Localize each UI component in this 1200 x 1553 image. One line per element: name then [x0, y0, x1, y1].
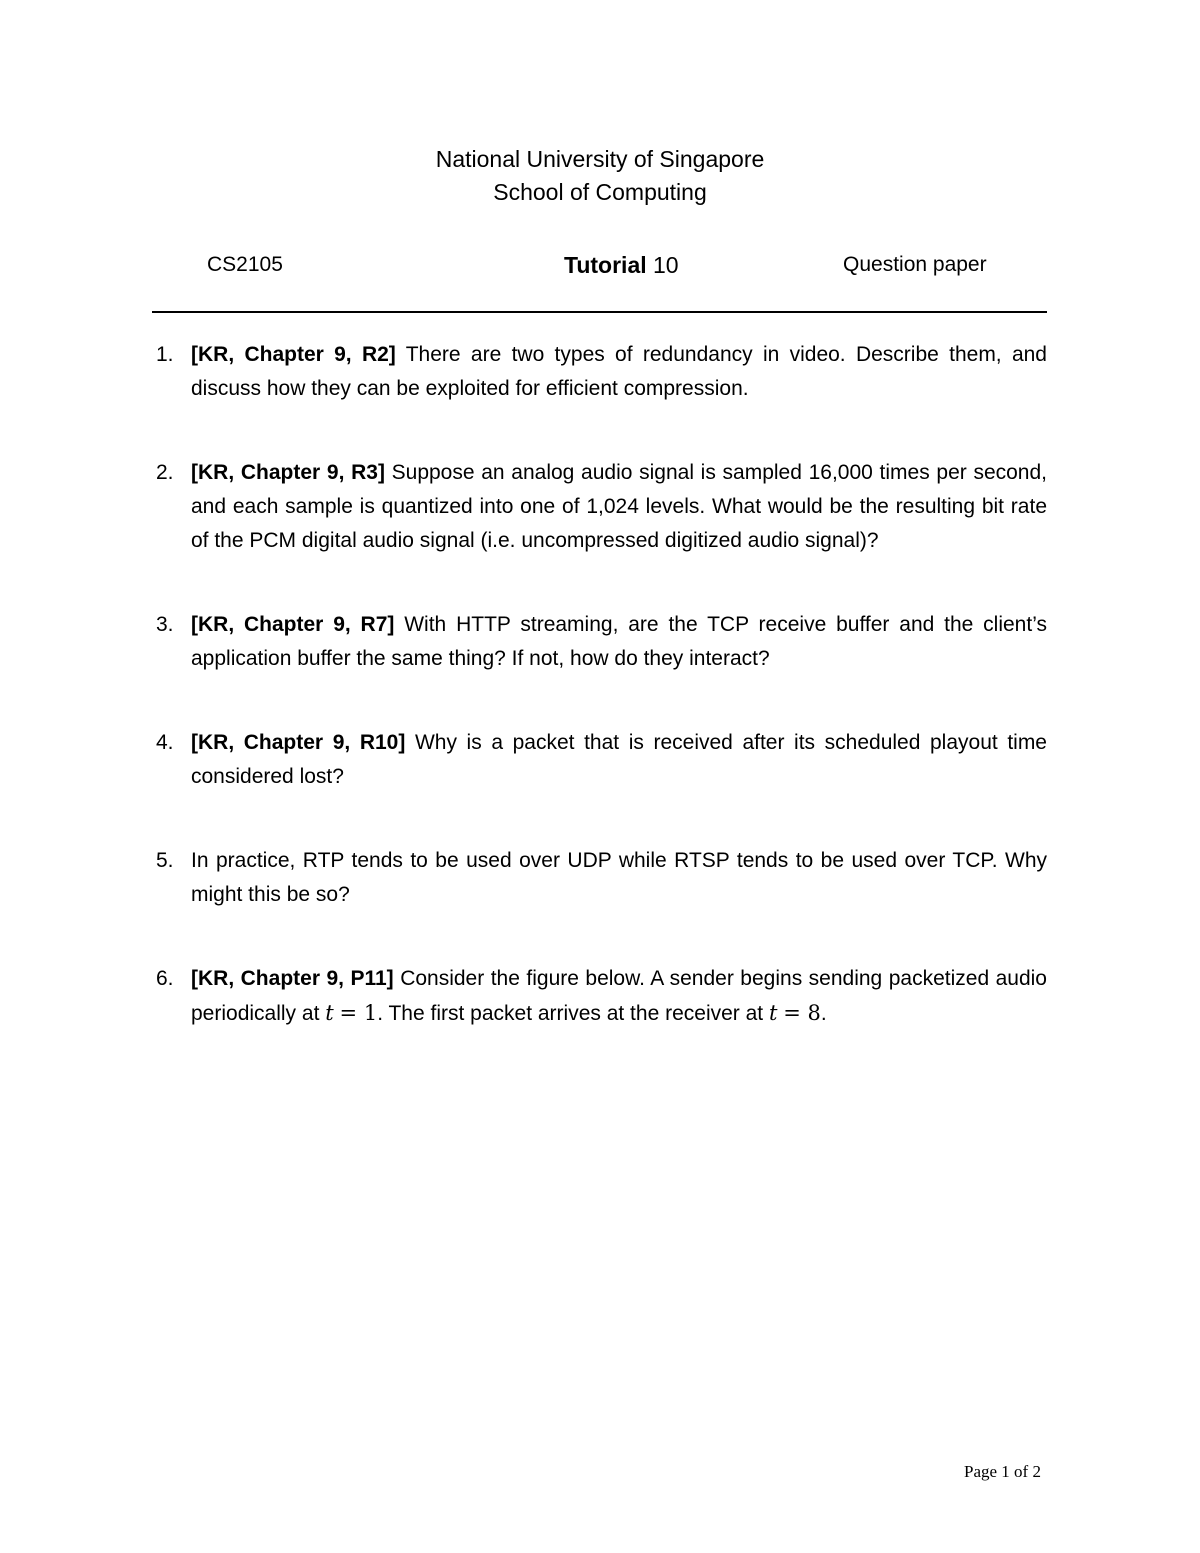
question-reference: [KR, Chapter 9, R7] — [191, 613, 395, 636]
university-name: National University of Singapore — [435, 146, 765, 172]
tutorial-title — [564, 250, 679, 280]
math-equation: = 1 — [339, 1001, 378, 1025]
question-text: . — [820, 1002, 827, 1025]
question-number: 3. — [156, 613, 174, 636]
question-number: 6. — [156, 967, 174, 990]
question-item — [152, 608, 1047, 676]
question-number: 5. — [156, 849, 174, 872]
document-meta-row — [0, 250, 1200, 284]
question-text: Suppose an analog audio signal is sampled 16,000 times per second, and each sample is quantized into one of 1,024 levels. What would be the resulting bit rate of the PCM digital audio signal (i.e. uncompressed digitized audio signal)? — [191, 461, 1047, 552]
tutorial-number: 10 — [653, 252, 679, 278]
header-divider — [152, 311, 1047, 313]
question-text: With HTTP streaming, are the TCP receive buffer and the client’s application buffer the same thing? If not, how do they interact? — [191, 613, 1047, 670]
question-text: Why is a packet that is received after its scheduled playout time considered lost? — [191, 731, 1047, 788]
paper-type: Question paper — [843, 253, 987, 276]
math-variable: t — [768, 1001, 778, 1025]
question-text: There are two types of redundancy in video. Describe them, and discuss how they can be exploited for efficient compression. — [191, 343, 1047, 400]
question-item — [152, 456, 1047, 558]
tutorial-word: Tutorial — [564, 252, 647, 278]
question-text: In practice, RTP tends to be used over UDP while RTSP tends to be used over TCP. Why might this be so? — [191, 849, 1047, 906]
question-list — [152, 338, 1047, 1031]
question-item — [152, 338, 1047, 406]
question-number: 2. — [156, 461, 174, 484]
course-code: CS2105 — [207, 253, 283, 276]
math-equation: = 8 — [783, 1001, 821, 1025]
question-number: 4. — [156, 731, 174, 754]
school-name: School of Computing — [493, 179, 707, 205]
question-number: 1. — [156, 343, 174, 366]
page-number: Page 1 of 2 — [964, 1462, 1041, 1481]
question-item — [152, 726, 1047, 794]
math-variable: t — [325, 1001, 334, 1025]
question-reference: [KR, Chapter 9, R10] — [191, 731, 406, 754]
question-item — [152, 962, 1047, 1031]
question-reference: [KR, Chapter 9, R3] — [191, 461, 385, 484]
question-text: Consider the figure below. A sender begins sending packetized audio periodically at — [191, 967, 1047, 1025]
question-reference: [KR, Chapter 9, P11] — [191, 967, 394, 990]
question-reference: [KR, Chapter 9, R2] — [191, 343, 396, 366]
question-item — [152, 844, 1047, 912]
question-text: . The first packet arrives at the receiver at — [377, 1002, 764, 1025]
